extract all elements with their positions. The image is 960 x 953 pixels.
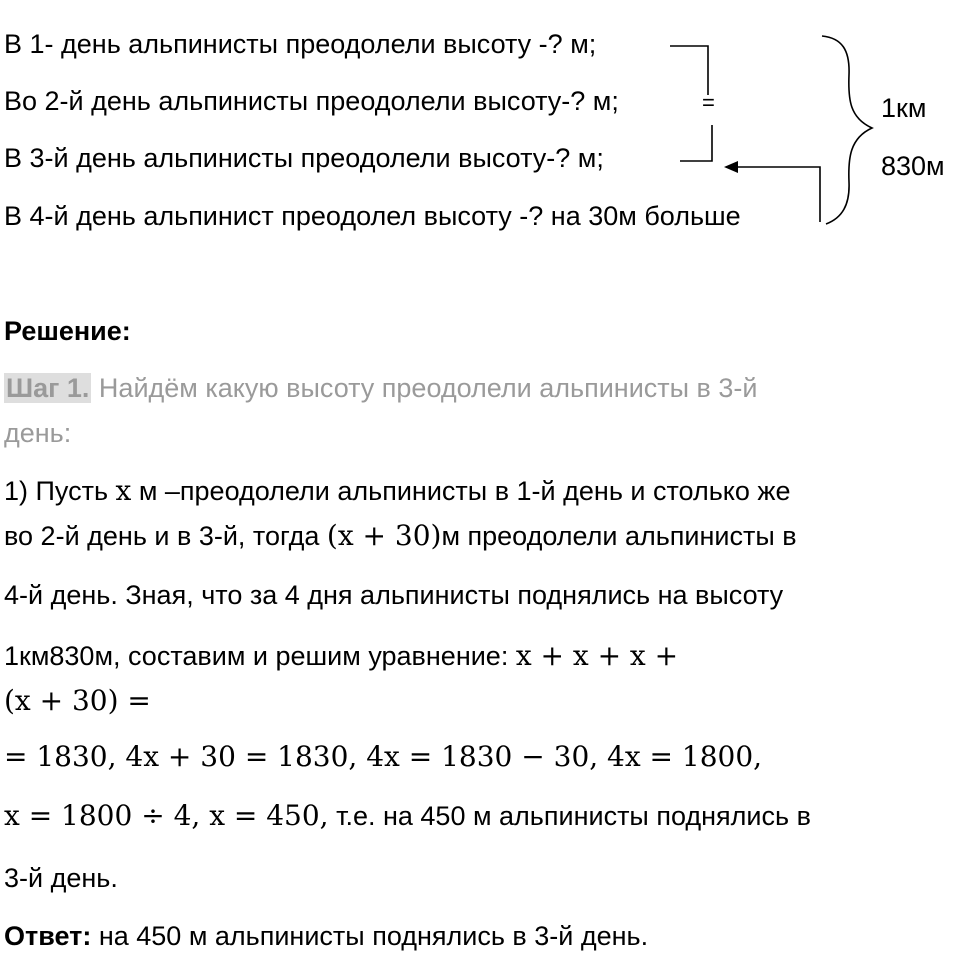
problem-line-day1: В 1- день альпинисты преодолели высоту -? м; <box>4 29 597 59</box>
solution-text: 1) Пусть <box>4 476 116 506</box>
answer-line <box>4 919 648 953</box>
step-1-line-1 <box>4 371 758 405</box>
solution-line-1 <box>4 474 790 508</box>
math-variable: x <box>115 474 132 507</box>
step-1-line-2: день: <box>4 418 72 448</box>
solution-text: во 2-й день и в 3-й, тогда <box>4 521 327 551</box>
solution-text: м преодолели альпинисты в <box>441 521 797 551</box>
arrow-head-icon <box>724 161 738 173</box>
problem-line-day3: В 3-й день альпинисты преодолели высоту-? м; <box>4 143 604 173</box>
solution-line-5: (x + 30) = <box>4 684 151 717</box>
math-expression: x + x + x + <box>515 639 679 672</box>
solution-text: т.е. на 450 м альпинисты поднялись в <box>328 801 811 831</box>
bracket-line-lower <box>680 125 712 161</box>
solution-heading: Решение: <box>4 316 131 346</box>
solution-text: м –преодолели альпинисты в 1-й день и столько же <box>131 476 791 506</box>
answer-text: на 450 м альпинисты поднялись в 3-й день. <box>91 921 649 951</box>
step-1-text: Найдём какую высоту преодолели альпинисты в 3-й <box>91 373 758 403</box>
bracket-line <box>670 46 708 95</box>
arrow-line <box>726 167 820 222</box>
brace-label-m: 830м <box>881 151 945 181</box>
equals-marker: = <box>702 90 715 115</box>
problem-line-day2: Во 2-й день альпинисты преодолели высоту-? м; <box>4 86 619 116</box>
solution-line-7 <box>4 799 811 833</box>
math-expression: (x + 30) <box>326 519 442 552</box>
math-expression: x = 1800 ÷ 4, x = 450, <box>4 799 329 832</box>
solution-line-2 <box>4 519 797 553</box>
answer-label: Ответ: <box>4 921 92 951</box>
step-1-badge: Шаг 1. <box>6 373 90 403</box>
solution-line-4 <box>4 639 678 673</box>
problem-line-day4: В 4-й день альпинист преодолел высоту -? на 30м больше <box>4 201 741 231</box>
solution-line-3: 4-й день. Зная, что за 4 дня альпинисты поднялись на высоту <box>4 580 784 610</box>
curly-brace-icon <box>822 36 872 224</box>
solution-line-8: 3-й день. <box>4 863 118 893</box>
solution-line-6: = 1830, 4x + 30 = 1830, 4x = 1830 − 30, 4x = 1800, <box>4 740 763 773</box>
solution-text: 1км830м, составим и решим уравнение: <box>4 641 516 671</box>
scheme-diagram <box>0 0 960 260</box>
brace-label-km: 1км <box>881 93 927 123</box>
